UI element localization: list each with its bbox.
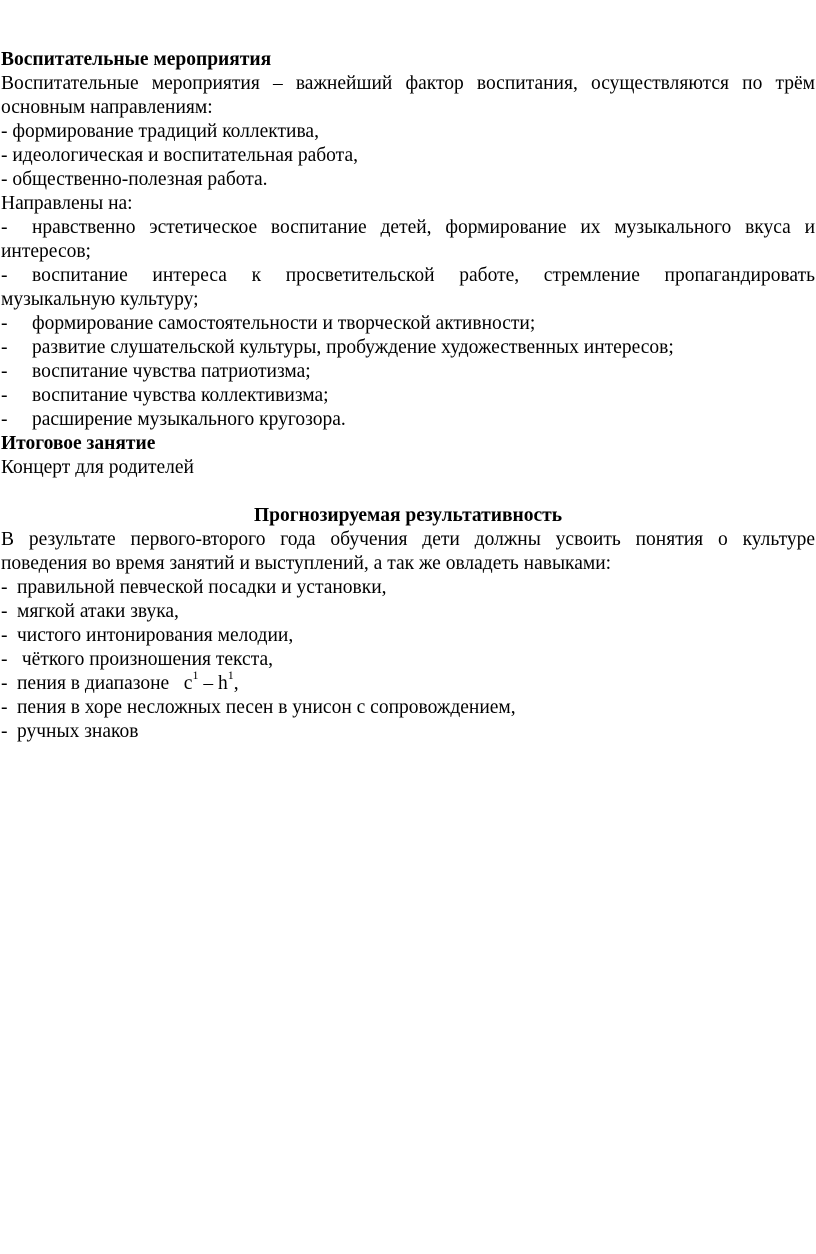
range-suffix: , xyxy=(233,673,239,694)
intro-line-1: Воспитательные мероприятия – важнейший фактор воспитания, осуществляются по трём xyxy=(1,73,815,94)
intro-line-2: основным направлениям: xyxy=(1,97,213,118)
list-dash: - xyxy=(1,697,8,718)
section-title-final-lesson: Итоговое занятие xyxy=(1,433,156,454)
list-dash: - xyxy=(1,625,8,646)
skill-item xyxy=(1,600,815,624)
list-dash: - xyxy=(1,721,8,742)
list-dash: - xyxy=(1,577,8,598)
list-dash: - xyxy=(1,601,8,622)
aim-text-line-1: воспитание интереса к просветительской работе, стремление пропагандировать xyxy=(32,265,815,286)
aim-item xyxy=(1,264,815,312)
aim-item xyxy=(1,408,815,432)
skill-item xyxy=(1,576,815,600)
results-intro-line-1: В результате первого-второго года обучения дети должны усвоить понятия о культуре xyxy=(1,529,815,550)
list-dash: - xyxy=(1,217,8,238)
aim-text-line-2: интересов; xyxy=(1,241,91,262)
aim-text: воспитание чувства патриотизма; xyxy=(32,361,311,382)
aim-text-line-1: нравственно эстетическое воспитание детей, формирование их музыкального вкуса и xyxy=(32,217,815,238)
direction-item: - формирование традиций коллектива, xyxy=(1,121,319,142)
skill-item xyxy=(1,624,815,648)
list-dash: - xyxy=(1,265,8,286)
aim-text: воспитание чувства коллективизма; xyxy=(32,385,329,406)
final-lesson-text: Концерт для родителей xyxy=(1,457,194,478)
list-dash: - xyxy=(1,337,8,358)
aim-text: развитие слушательской культуры, пробуждение художественных интересов; xyxy=(32,337,674,358)
skill-text: пения в хоре несложных песен в унисон с сопровождением, xyxy=(17,697,516,718)
list-dash: - xyxy=(1,649,8,670)
aim-item xyxy=(1,312,815,336)
direction-item: - идеологическая и воспитательная работа, xyxy=(1,145,358,166)
aimed-label: Направлены на: xyxy=(1,193,133,214)
list-dash: - xyxy=(1,409,8,430)
range-superscript-2: 1 xyxy=(227,667,234,682)
direction-item: - общественно-полезная работа. xyxy=(1,169,268,190)
skill-item-range xyxy=(1,667,815,696)
aim-item xyxy=(1,384,815,408)
results-intro-line-2: поведения во время занятий и выступлений, а так же овладеть навыками: xyxy=(1,553,612,574)
section-title-educational-events: Воспитательные мероприятия xyxy=(1,49,272,70)
skill-text: правильной певческой посадки и установки, xyxy=(17,577,387,598)
skill-text: ручных знаков xyxy=(17,721,139,742)
skill-item xyxy=(1,720,815,744)
list-dash: - xyxy=(1,313,8,334)
aim-item xyxy=(1,216,815,264)
document-content xyxy=(1,48,815,744)
list-dash: - xyxy=(1,385,8,406)
skill-item xyxy=(1,648,815,672)
aim-text-line-2: музыкальную культуру; xyxy=(1,289,199,310)
section-title-expected-results: Прогнозируемая результативность xyxy=(253,505,563,526)
range-mid: – h xyxy=(198,673,228,694)
range-prefix: пения в диапазоне с xyxy=(17,673,193,694)
list-dash: - xyxy=(1,361,8,382)
skill-item xyxy=(1,696,815,720)
spacer xyxy=(1,480,815,504)
skill-text: чистого интонирования мелодии, xyxy=(17,625,294,646)
aim-text: формирование самостоятельности и творческой активности; xyxy=(32,313,536,334)
aim-item xyxy=(1,336,815,360)
aim-text: расширение музыкального кругозора. xyxy=(32,409,346,430)
skill-text: чёткого произношения текста, xyxy=(17,649,273,670)
list-dash: - xyxy=(1,673,8,694)
aim-item xyxy=(1,360,815,384)
skill-text: мягкой атаки звука, xyxy=(17,601,179,622)
range-superscript-1: 1 xyxy=(192,667,199,682)
